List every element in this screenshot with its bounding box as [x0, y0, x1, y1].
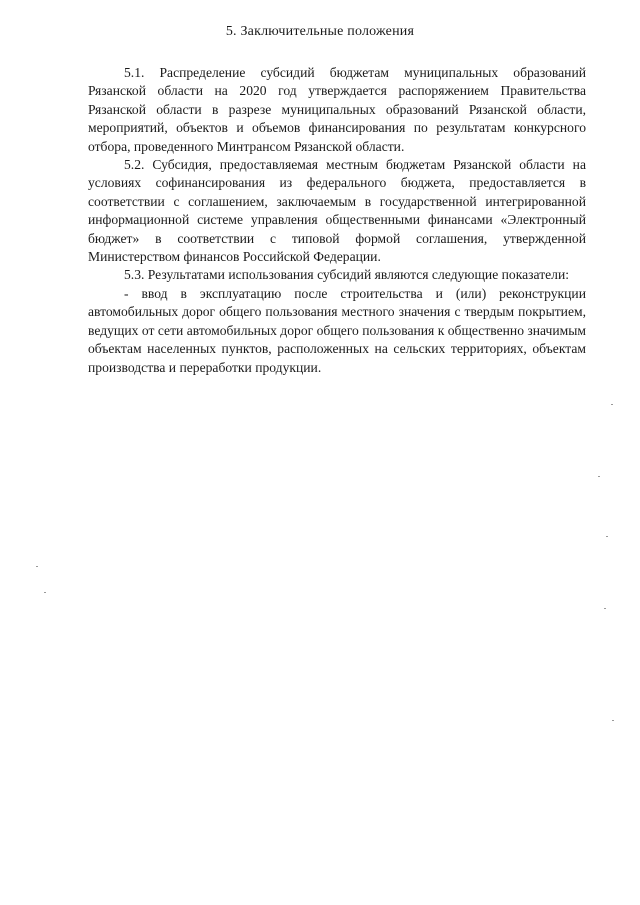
- scan-speck: [44, 592, 46, 593]
- paragraph-5-1: 5.1. Распределение субсидий бюджетам муниципальных образований Рязанской области на 2020 год утверждается распоряжением Правительства Рязанской области в разрезе муниципальных образований Рязанской области, мероприятий, объектов и объемов финансирования по результатам конкурсного отбора, проведенного Минтрансом Рязанской области.: [88, 65, 586, 154]
- paragraph-5-2: 5.2. Субсидия, предоставляемая местным бюджетам Рязанской области на условиях софинансирования из федерального бюджета, предоставляется в соответствии с соглашением, заключаемым в государственной интегрированной информационной системе управления общественными финансами «Электронный бюджет» в соответствии с типовой формой соглашения, утвержденной Министерством финансов Российской Федерации.: [88, 157, 586, 265]
- scan-speck: [606, 536, 608, 537]
- scan-speck: [611, 404, 613, 405]
- section-heading: 5. Заключительные положения: [225, 24, 415, 39]
- paragraph-5-3: 5.3. Результатами использования субсидий являются следующие показатели:: [124, 267, 570, 283]
- scan-speck: [598, 476, 600, 477]
- bullet-item: - ввод в эксплуатацию после строительства и (или) реконструкции автомобильных дорог общего пользования местного значения с твердым покрытием, ведущих от сети автомобильных дорог общего пользования к общественно значимым объектам населенных пунктов, расположенных на сельских территориях, объектам производства и переработки продукции.: [88, 285, 586, 375]
- document-body: [88, 64, 586, 377]
- scan-speck: [604, 608, 606, 609]
- scan-speck: [36, 566, 38, 567]
- scan-speck: [612, 720, 614, 721]
